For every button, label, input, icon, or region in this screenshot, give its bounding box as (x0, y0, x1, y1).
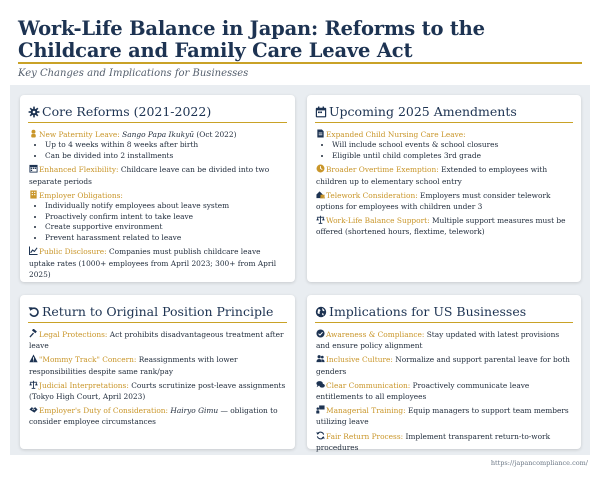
balance-scale-icon (316, 215, 325, 224)
card-title: Return to Original Position Principle (42, 304, 274, 319)
item-label: Managerial Training: (326, 406, 406, 416)
item-text: Employers must consider telework options for employees with children under 3 (316, 190, 551, 211)
page-subtitle: Key Changes and Implications for Businesses (18, 68, 249, 79)
list-item (316, 215, 573, 237)
list-item (316, 164, 573, 186)
bullet: • Create supportive environment (45, 222, 287, 233)
gavel-icon (29, 329, 38, 338)
item-label: Inclusive Culture: (326, 355, 393, 365)
list-item (316, 329, 573, 351)
list-item (316, 354, 573, 376)
return-principle-card (20, 295, 295, 449)
bullet: • Can be divided into 2 installments (45, 151, 287, 162)
item-text: Courts scrutinize post-leave assignments (Tokyo High Court, April 2023) (29, 380, 286, 402)
title-divider (18, 62, 582, 64)
item-label: Fair Return Process: (326, 431, 404, 441)
item-text: Proactively communicate leave entitlements to all employees (316, 380, 530, 402)
list-item (29, 246, 287, 280)
check-circle-icon (316, 329, 325, 338)
item-label: Clear Communication: (326, 380, 411, 390)
item-label: Expanded Child Nursing Care Leave: (326, 130, 466, 139)
bullet: • Proactively confirm intent to take leave (45, 212, 287, 223)
item-term: Sango Papa Ikukyū (122, 130, 195, 139)
list-item (29, 354, 287, 376)
calendar-grid-icon (29, 164, 38, 173)
core-reforms-card (20, 95, 295, 282)
item-text: (Oct 2022) (194, 130, 237, 139)
us-implications-card (307, 295, 581, 452)
item-label: Public Disclosure: (39, 247, 107, 257)
laptop-house-icon (316, 190, 325, 199)
list-item (29, 129, 287, 161)
item-text: Normalize and support parental leave for both genders (316, 355, 570, 376)
item-label: "Mommy Track" Concern: (39, 355, 137, 365)
warning-icon (29, 354, 38, 363)
card-title: Implications for US Businesses (329, 304, 527, 319)
list-item (29, 380, 287, 402)
card-header (315, 301, 573, 323)
item-label: Broader Overtime Exemption: (326, 165, 439, 175)
chart-line-icon (29, 246, 38, 255)
bullet: • Will include school events & school closures (332, 140, 573, 151)
item-label: Employer Obligations: (39, 190, 123, 200)
card-title: Upcoming 2025 Amendments (329, 104, 517, 119)
list-item (29, 190, 287, 244)
list-item (29, 164, 287, 186)
sync-icon (316, 431, 325, 440)
card-title: Core Reforms (2021-2022) (42, 104, 212, 119)
upcoming-amendments-card (307, 95, 581, 282)
source-link[interactable]: https://japancompliance.com/ (490, 459, 588, 467)
list-item (316, 405, 573, 427)
users-icon (316, 354, 325, 363)
calendar-icon (315, 106, 327, 118)
item-text: Equip managers to support team members utilizing leave (316, 406, 569, 427)
handshake-icon (29, 405, 38, 414)
building-icon (29, 190, 38, 199)
scale-icon (29, 380, 38, 389)
item-text: Childcare leave can be divided into two separate periods (29, 165, 270, 186)
item-text: Stay updated with latest provisions and ensure policy alignment (316, 330, 560, 351)
document-icon (316, 129, 325, 138)
baby-icon (29, 129, 38, 138)
item-label: Awareness & Compliance: (326, 330, 425, 339)
item-text: Companies must publish childcare leave uptake rates (1000+ employees from April 2023; 300+ from April 2025) (29, 247, 277, 279)
bullet: • Individually notify employees about leave system (45, 201, 287, 212)
bullet: • Eligible until child completes 3rd grade (332, 151, 573, 162)
gear-icon (28, 106, 40, 118)
content-panel (10, 85, 590, 455)
item-text: Extended to employees with children up to elementary school entry (316, 165, 548, 186)
card-header (28, 301, 287, 323)
item-text: Reassignments with lower responsibilities despite same rank/pay (29, 355, 238, 376)
item-label: Judicial Interpretations: (39, 380, 129, 390)
page-title: Work-Life Balance in Japan: Reforms to the Childcare and Family Care Leave Act (18, 17, 485, 62)
card-header (315, 101, 573, 123)
list-item (316, 129, 573, 161)
item-label: Telework Consideration: (326, 190, 418, 200)
item-label: Work-Life Balance Support: (326, 216, 430, 226)
item-label: New Paternity Leave: (39, 130, 120, 139)
list-item (29, 329, 287, 351)
item-text: Multiple support measures must be offered (shortened hours, flextime, telework) (316, 216, 566, 237)
item-text: Act prohibits disadvantageous treatment after leave (29, 330, 284, 351)
list-item (29, 405, 287, 427)
item-text: — obligation to consider employee circumstances (29, 406, 278, 427)
list-item (316, 380, 573, 402)
item-label: Legal Protections: (39, 330, 108, 339)
bullet: • Up to 4 weeks within 8 weeks after birth (45, 140, 287, 151)
clock-icon (316, 164, 325, 173)
list-item (316, 431, 573, 453)
list-item (316, 190, 573, 212)
comments-icon (316, 380, 325, 389)
undo-icon (28, 306, 40, 318)
teacher-icon (316, 405, 325, 414)
item-label: Employer's Duty of Consideration: (39, 406, 169, 416)
globe-icon (315, 306, 327, 318)
item-text: Implement transparent return-to-work procedures (316, 431, 551, 452)
item-term: Hairyo Gimu (170, 406, 219, 416)
item-label: Enhanced Flexibility: (39, 165, 119, 175)
bullet: • Prevent harassment related to leave (45, 233, 287, 244)
card-header (28, 101, 287, 123)
